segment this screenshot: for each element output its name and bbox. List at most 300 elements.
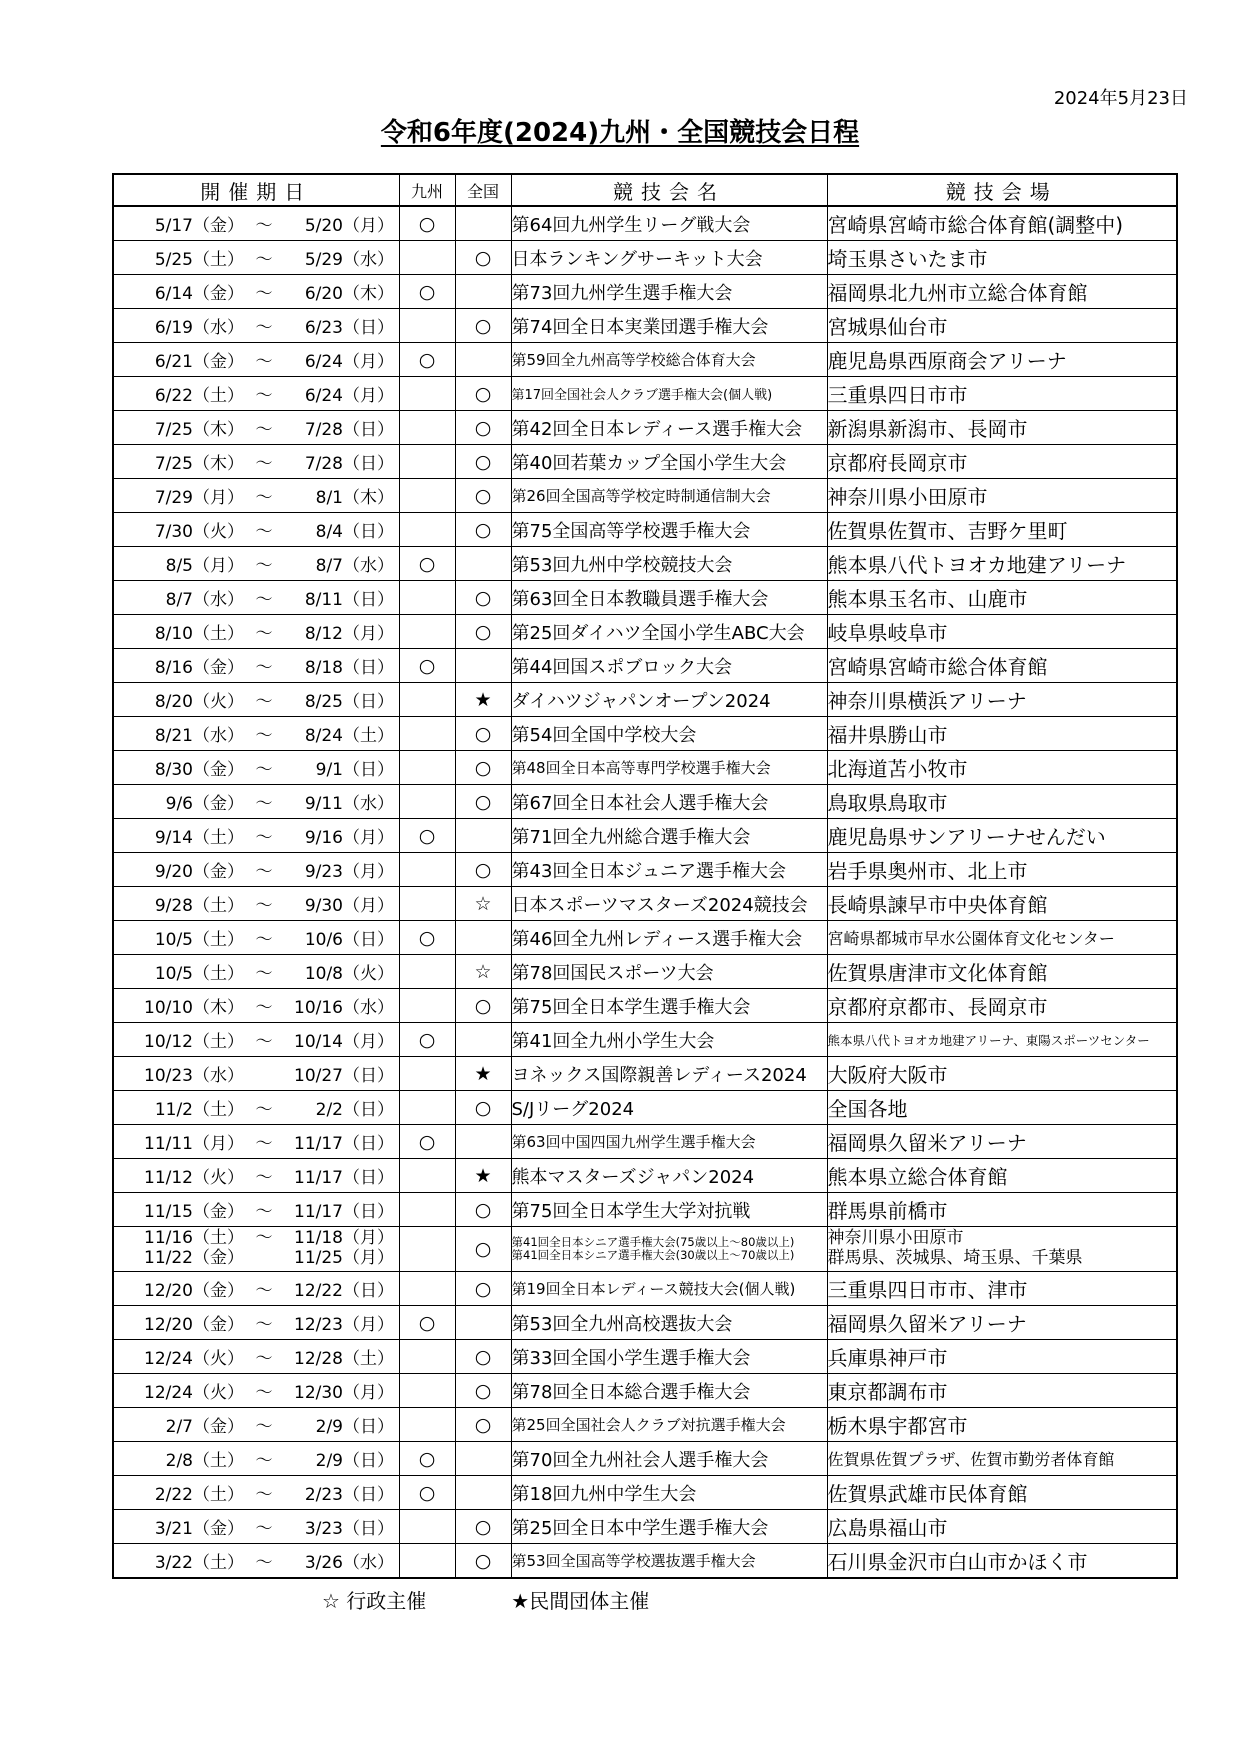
date-cell <box>113 1227 399 1272</box>
tilde: ～ <box>255 658 273 678</box>
end-date: 12/28（土） <box>294 1349 394 1369</box>
national-mark: ○ <box>455 1227 511 1272</box>
national-mark: ○ <box>455 853 511 887</box>
venue-name: 石川県金沢市白山市かほく市 <box>827 1544 1177 1579</box>
table-row <box>113 513 1177 547</box>
end-date: 2/9（日） <box>315 1417 394 1437</box>
date-cell <box>113 377 399 411</box>
venue-name: 京都府長岡京市 <box>827 445 1177 479</box>
table-row <box>113 615 1177 649</box>
national-mark: ☆ <box>455 955 511 989</box>
kyushu-mark <box>399 683 455 717</box>
date-cell <box>113 343 399 377</box>
venue-name: 岐阜県岐阜市 <box>827 615 1177 649</box>
date-cell <box>113 887 399 921</box>
kyushu-mark: ○ <box>399 1023 455 1057</box>
tilde: ～ <box>255 1485 273 1505</box>
header-date: 開催期日 <box>113 174 399 206</box>
kyushu-mark <box>399 1227 455 1272</box>
event-name: 第74回全日本実業団選手権大会 <box>511 309 827 343</box>
end-date: 10/6（日） <box>304 930 394 950</box>
national-mark: ○ <box>455 445 511 479</box>
date-cell <box>113 1057 399 1091</box>
venue-name: 鹿児島県サンアリーナせんだい <box>827 819 1177 853</box>
kyushu-mark <box>399 1272 455 1306</box>
venue-name: 宮崎県宮崎市総合体育館(調整中) <box>827 206 1177 241</box>
start-date: 9/20（金） <box>154 862 244 882</box>
end-date: 11/18（月） <box>294 1228 394 1249</box>
end-date: 6/20（木） <box>304 284 394 304</box>
event-name: 第53回全国高等学校選抜選手権大会 <box>511 1544 827 1579</box>
start-date: 11/12（火） <box>144 1168 244 1188</box>
national-mark: ○ <box>455 1510 511 1544</box>
national-mark: ○ <box>455 1544 511 1579</box>
venue-name: 佐賀県武雄市民体育館 <box>827 1476 1177 1510</box>
venue-name: 広島県福山市 <box>827 1510 1177 1544</box>
date-cell <box>113 1193 399 1227</box>
table-row <box>113 717 1177 751</box>
start-date: 12/24（火） <box>144 1349 244 1369</box>
tilde: ～ <box>255 1417 273 1437</box>
date-cell <box>113 1272 399 1306</box>
tilde: ～ <box>255 1281 273 1301</box>
kyushu-mark: ○ <box>399 1306 455 1340</box>
national-mark <box>455 819 511 853</box>
date-cell <box>113 411 399 445</box>
end-date: 10/14（月） <box>294 1032 394 1052</box>
tilde: ～ <box>255 318 273 338</box>
tilde: ～ <box>255 1349 273 1369</box>
date-cell <box>113 309 399 343</box>
national-mark: ○ <box>455 377 511 411</box>
tilde: ～ <box>255 250 273 270</box>
kyushu-mark <box>399 241 455 275</box>
date-cell <box>113 445 399 479</box>
end-date: 7/28（日） <box>304 420 394 440</box>
national-mark: ○ <box>455 241 511 275</box>
national-mark: ○ <box>455 581 511 615</box>
end-date: 6/24（月） <box>304 352 394 372</box>
national-mark <box>455 1023 511 1057</box>
end-date: 6/24（月） <box>304 386 394 406</box>
table-row <box>113 1476 1177 1510</box>
schedule-table <box>112 173 1178 1579</box>
start-date: 3/22（土） <box>154 1553 244 1573</box>
start-date: 8/16（金） <box>154 658 244 678</box>
tilde: ～ <box>255 216 273 236</box>
table-row <box>113 1057 1177 1091</box>
kyushu-mark <box>399 853 455 887</box>
date-cell <box>113 547 399 581</box>
national-mark: ○ <box>455 751 511 785</box>
event-name: 第41回全九州小学生大会 <box>511 1023 827 1057</box>
kyushu-mark <box>399 1340 455 1374</box>
start-date: 10/23（水） <box>144 1066 244 1086</box>
venue-name: 佐賀県唐津市文化体育館 <box>827 955 1177 989</box>
kyushu-mark <box>399 751 455 785</box>
start-date: 3/21（金） <box>154 1519 244 1539</box>
date-cell <box>113 479 399 513</box>
national-mark: ○ <box>455 1193 511 1227</box>
start-date: 8/7（水） <box>165 590 244 610</box>
kyushu-mark: ○ <box>399 547 455 581</box>
end-date: 10/8（火） <box>304 964 394 984</box>
table-row <box>113 1340 1177 1374</box>
kyushu-mark <box>399 479 455 513</box>
venue-name: 神奈川県小田原市 <box>827 479 1177 513</box>
venue-cell <box>827 1227 1177 1272</box>
start-date: 8/20（火） <box>154 692 244 712</box>
table-row <box>113 1408 1177 1442</box>
national-mark: ○ <box>455 309 511 343</box>
tilde: ～ <box>255 794 273 814</box>
start-date: 8/21（水） <box>154 726 244 746</box>
table-row <box>113 683 1177 717</box>
date-cell <box>113 989 399 1023</box>
venue-name: 宮城県仙台市 <box>827 309 1177 343</box>
start-date: 9/28（土） <box>154 896 244 916</box>
event-name: 第54回全国中学校大会 <box>511 717 827 751</box>
national-mark: ○ <box>455 1408 511 1442</box>
tilde: ～ <box>255 1228 273 1249</box>
table-row <box>113 206 1177 241</box>
end-date: 2/9（日） <box>315 1451 394 1471</box>
table-row <box>113 989 1177 1023</box>
venue-name: 福岡県久留米アリーナ <box>827 1306 1177 1340</box>
national-mark: ○ <box>455 1091 511 1125</box>
table-row <box>113 1023 1177 1057</box>
date-cell <box>113 241 399 275</box>
table-row <box>113 1125 1177 1159</box>
end-date: 10/16（水） <box>294 998 394 1018</box>
event-name: 第53回九州中学校競技大会 <box>511 547 827 581</box>
end-date: 5/29（水） <box>304 250 394 270</box>
end-date: 8/25（日） <box>304 692 394 712</box>
table-row <box>113 955 1177 989</box>
table-row <box>113 853 1177 887</box>
table-row <box>113 887 1177 921</box>
event-name: 第25回全国社会人クラブ対抗選手権大会 <box>511 1408 827 1442</box>
event-name: 第18回九州中学生大会 <box>511 1476 827 1510</box>
national-mark: ★ <box>455 1057 511 1091</box>
event-name: 第42回全日本レディース選手権大会 <box>511 411 827 445</box>
kyushu-mark <box>399 1510 455 1544</box>
kyushu-mark <box>399 377 455 411</box>
end-date: 8/12（月） <box>304 624 394 644</box>
end-date: 5/20（月） <box>304 216 394 236</box>
venue-name: 鹿児島県西原商会アリーナ <box>827 343 1177 377</box>
tilde: ～ <box>255 1134 273 1154</box>
end-date: 9/23（月） <box>304 862 394 882</box>
event-name: 第70回全九州社会人選手権大会 <box>511 1442 827 1476</box>
date-cell <box>113 1374 399 1408</box>
tilde: ～ <box>255 522 273 542</box>
table-row <box>113 479 1177 513</box>
national-mark: ○ <box>455 479 511 513</box>
tilde: ～ <box>255 896 273 916</box>
kyushu-mark <box>399 785 455 819</box>
national-mark <box>455 921 511 955</box>
kyushu-mark: ○ <box>399 1442 455 1476</box>
end-date: 8/1（木） <box>315 488 394 508</box>
venue-name: 長崎県諫早市中央体育館 <box>827 887 1177 921</box>
end-date: 11/17（日） <box>294 1202 394 1222</box>
national-mark: ○ <box>455 785 511 819</box>
event-name: 熊本マスターズジャパン2024 <box>511 1159 827 1193</box>
venue-name: 群馬県、茨城県、埼玉県、千葉県 <box>827 1248 1083 1268</box>
national-mark: ○ <box>455 1340 511 1374</box>
date-cell <box>113 275 399 309</box>
date-cell <box>113 649 399 683</box>
event-name: 第40回若葉カップ全国小学生大会 <box>511 445 827 479</box>
end-date: 8/11（日） <box>304 590 394 610</box>
tilde: ～ <box>255 828 273 848</box>
venue-name: 北海道苫小牧市 <box>827 751 1177 785</box>
legend-gov: ☆ 行政主催 <box>322 1589 427 1613</box>
national-mark <box>455 547 511 581</box>
date-cell <box>113 819 399 853</box>
kyushu-mark <box>399 581 455 615</box>
start-date: 12/20（金） <box>144 1281 244 1301</box>
kyushu-mark: ○ <box>399 275 455 309</box>
event-name: 第71回全九州総合選手権大会 <box>511 819 827 853</box>
start-date: 8/5（月） <box>165 556 244 576</box>
tilde: ～ <box>255 1383 273 1403</box>
start-date: 8/30（金） <box>154 760 244 780</box>
legend-private: ★民間団体主催 <box>511 1589 650 1613</box>
national-mark <box>455 275 511 309</box>
kyushu-mark <box>399 955 455 989</box>
event-name: 第46回全九州レディース選手権大会 <box>511 921 827 955</box>
venue-name: 東京都調布市 <box>827 1374 1177 1408</box>
kyushu-mark: ○ <box>399 1125 455 1159</box>
date-cell <box>113 1442 399 1476</box>
national-mark: ○ <box>455 513 511 547</box>
end-date: 3/26（水） <box>304 1553 394 1573</box>
event-name: 日本スポーツマスターズ2024競技会 <box>511 887 827 921</box>
end-date: 11/17（日） <box>294 1134 394 1154</box>
table-row <box>113 1442 1177 1476</box>
event-name: 第75回全日本学生選手権大会 <box>511 989 827 1023</box>
kyushu-mark: ○ <box>399 921 455 955</box>
start-date: 6/21（金） <box>154 352 244 372</box>
table-row <box>113 445 1177 479</box>
venue-name: 兵庫県神戸市 <box>827 1340 1177 1374</box>
start-date: 10/5（土） <box>154 964 244 984</box>
date-cell <box>113 955 399 989</box>
venue-name: 佐賀県佐賀プラザ、佐賀市勤労者体育館 <box>827 1442 1177 1476</box>
start-date: 11/15（金） <box>144 1202 244 1222</box>
tilde: ～ <box>255 1519 273 1539</box>
date-cell <box>113 1510 399 1544</box>
table-row <box>113 819 1177 853</box>
venue-name: 三重県四日市市、津市 <box>827 1272 1177 1306</box>
national-mark <box>455 649 511 683</box>
table-row <box>113 1272 1177 1306</box>
date-cell <box>113 206 399 241</box>
event-name: 第67回全日本社会人選手権大会 <box>511 785 827 819</box>
start-date: 7/30（火） <box>154 522 244 542</box>
tilde: ～ <box>255 454 273 474</box>
table-row <box>113 649 1177 683</box>
tilde: ～ <box>255 624 273 644</box>
start-date: 9/6（金） <box>165 794 244 814</box>
venue-name: 福井県勝山市 <box>827 717 1177 751</box>
start-date: 7/25（木） <box>154 420 244 440</box>
date-cell <box>113 1159 399 1193</box>
event-name: 第19回全日本レディース競技大会(個人戦) <box>511 1272 827 1306</box>
kyushu-mark <box>399 445 455 479</box>
end-date: 12/30（月） <box>294 1383 394 1403</box>
start-date: 6/19（水） <box>154 318 244 338</box>
event-name: 第78回全日本総合選手権大会 <box>511 1374 827 1408</box>
end-date: 9/1（日） <box>315 760 394 780</box>
venue-name: 栃木県宇都宮市 <box>827 1408 1177 1442</box>
national-mark: ★ <box>455 1159 511 1193</box>
national-mark <box>455 343 511 377</box>
table-row <box>113 377 1177 411</box>
date-cell <box>113 1023 399 1057</box>
national-mark: ○ <box>455 615 511 649</box>
page-title: 令和6年度(2024)九州・全国競技会日程 <box>380 118 860 148</box>
table-row <box>113 275 1177 309</box>
tilde: ～ <box>255 964 273 984</box>
document-date: 2024年5月23日 <box>1053 88 1188 109</box>
table-row <box>113 581 1177 615</box>
end-date: 3/23（日） <box>304 1519 394 1539</box>
date-cell <box>113 717 399 751</box>
event-name: 第41回全日本シニア選手権大会(75歳以上～80歳以上) <box>511 1234 795 1249</box>
national-mark <box>455 1306 511 1340</box>
table-row <box>113 343 1177 377</box>
end-date: 12/22（日） <box>294 1281 394 1301</box>
start-date: 12/20（金） <box>144 1315 244 1335</box>
date-cell <box>113 513 399 547</box>
table-row <box>113 751 1177 785</box>
start-date: 11/2（土） <box>154 1100 244 1120</box>
event-name: 第26回全国高等学校定時制通信制大会 <box>511 479 827 513</box>
table-row <box>113 1159 1177 1193</box>
start-date: 7/29（月） <box>154 488 244 508</box>
venue-name: 全国各地 <box>827 1091 1177 1125</box>
table-row <box>113 309 1177 343</box>
date-cell <box>113 853 399 887</box>
event-name: S/Jリーグ2024 <box>511 1091 827 1125</box>
venue-name: 宮崎県都城市早水公園体育文化センター <box>827 921 1177 955</box>
legend <box>322 1585 649 1614</box>
header-national: 全国 <box>455 174 511 206</box>
kyushu-mark: ○ <box>399 206 455 241</box>
tilde: ～ <box>255 998 273 1018</box>
event-name: 第64回九州学生リーグ戦大会 <box>511 206 827 241</box>
venue-name: 熊本県八代トヨオカ地建アリーナ <box>827 547 1177 581</box>
header-row <box>113 174 1177 206</box>
kyushu-mark: ○ <box>399 819 455 853</box>
tilde: ～ <box>255 760 273 780</box>
venue-name: 岩手県奥州市、北上市 <box>827 853 1177 887</box>
end-date: 8/18（日） <box>304 658 394 678</box>
date-cell <box>113 581 399 615</box>
venue-name: 神奈川県小田原市 <box>827 1228 964 1249</box>
tilde: ～ <box>255 1100 273 1120</box>
date-cell <box>113 683 399 717</box>
tilde: ～ <box>255 1202 273 1222</box>
event-name: 第75回全日本学生大学対抗戦 <box>511 1193 827 1227</box>
tilde: ～ <box>255 862 273 882</box>
venue-name: 熊本県八代トヨオカ地建アリーナ、東陽スポーツセンター <box>827 1023 1177 1057</box>
event-name: 第48回全日本高等専門学校選手権大会 <box>511 751 827 785</box>
tilde: ～ <box>255 284 273 304</box>
header-event: 競技会名 <box>511 174 827 206</box>
start-date: 6/14（金） <box>154 284 244 304</box>
event-name: ヨネックス国際親善レディース2024 <box>511 1057 827 1091</box>
kyushu-mark: ○ <box>399 1476 455 1510</box>
start-date: 2/8（土） <box>165 1451 244 1471</box>
event-name: 日本ランキングサーキット大会 <box>511 241 827 275</box>
tilde: ～ <box>255 420 273 440</box>
tilde: ～ <box>255 1315 273 1335</box>
venue-name: 埼玉県さいたま市 <box>827 241 1177 275</box>
table-row <box>113 1544 1177 1579</box>
start-date: 6/22（土） <box>154 386 244 406</box>
venue-name: 京都府京都市、長岡京市 <box>827 989 1177 1023</box>
table-row <box>113 1227 1177 1272</box>
tilde: ～ <box>255 930 273 950</box>
kyushu-mark <box>399 1544 455 1579</box>
table-row <box>113 411 1177 445</box>
national-mark <box>455 1476 511 1510</box>
event-name: 第44回国スポブロック大会 <box>511 649 827 683</box>
start-date: 9/14（土） <box>154 828 244 848</box>
start-date: 10/12（土） <box>144 1032 244 1052</box>
venue-name: 宮崎県宮崎市総合体育館 <box>827 649 1177 683</box>
event-name: 第59回全九州高等学校総合体育大会 <box>511 343 827 377</box>
event-name: 第41回全日本シニア選手権大会(30歳以上～70歳以上) <box>511 1248 795 1262</box>
kyushu-mark <box>399 717 455 751</box>
tilde: ～ <box>255 488 273 508</box>
table-row <box>113 547 1177 581</box>
kyushu-mark <box>399 989 455 1023</box>
end-date: 10/27（日） <box>294 1066 394 1086</box>
event-name: 第25回ダイハツ全国小学生ABC大会 <box>511 615 827 649</box>
schedule-body <box>113 206 1177 1578</box>
national-mark: ★ <box>455 683 511 717</box>
start-date: 2/22（土） <box>154 1485 244 1505</box>
end-date: 9/16（月） <box>304 828 394 848</box>
tilde: ～ <box>255 590 273 610</box>
kyushu-mark <box>399 309 455 343</box>
kyushu-mark <box>399 411 455 445</box>
table-row <box>113 1091 1177 1125</box>
tilde: ～ <box>255 726 273 746</box>
start-date: 5/25（土） <box>154 250 244 270</box>
venue-name: 群馬県前橋市 <box>827 1193 1177 1227</box>
national-mark: ○ <box>455 1272 511 1306</box>
start-date: 8/10（土） <box>154 624 244 644</box>
national-mark <box>455 1125 511 1159</box>
date-cell <box>113 1544 399 1579</box>
national-mark: ○ <box>455 989 511 1023</box>
start-date: 2/7（金） <box>165 1417 244 1437</box>
date-cell <box>113 1340 399 1374</box>
end-date: 8/4（日） <box>315 522 394 542</box>
date-cell <box>113 785 399 819</box>
venue-name: 熊本県立総合体育館 <box>827 1159 1177 1193</box>
event-name: 第17回全国社会人クラブ選手権大会(個人戦) <box>511 377 827 411</box>
tilde: ～ <box>255 692 273 712</box>
kyushu-mark <box>399 1159 455 1193</box>
header-venue: 競技会場 <box>827 174 1177 206</box>
